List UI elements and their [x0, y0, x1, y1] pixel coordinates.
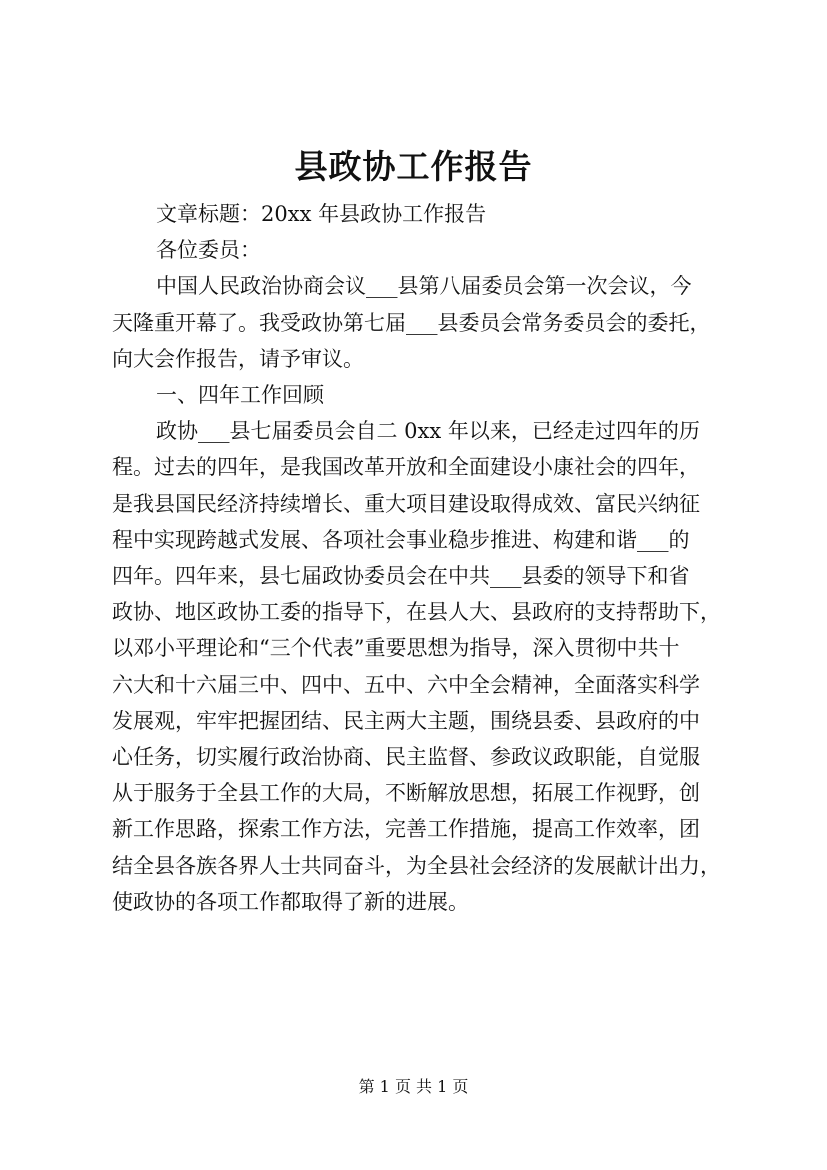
section-line: 从于服务于全县工作的大局，不断解放思想，拓展工作视野，创: [112, 781, 700, 806]
intro-line: 向大会作报告，请予审议。: [112, 346, 364, 371]
intro-line: 中国人民政治协商会议___县第八届委员会第一次会议，今: [156, 274, 692, 299]
section-line: 以邓小平理论和“三个代表”重要思想为指导，深入贯彻中共十: [112, 636, 680, 661]
section-line: 程中实现跨越式发展、各项社会事业稳步推进、构建和谐___的: [112, 527, 690, 552]
page-footer: 第 1 页 共 1 页: [358, 1077, 469, 1096]
section-paragraph: [112, 413, 740, 920]
section-line: 六大和十六届三中、四中、五中、六中全会精神，全面落实科学: [112, 672, 700, 697]
section-line: 四年。四年来，县七届政协委员会在中共___县委的领导下和省: [112, 564, 690, 589]
section-line: 程。过去的四年，是我国改革开放和全面建设小康社会的四年，: [112, 455, 700, 480]
section-line: 发展观，牢牢把握团结、民主两大主题，围绕县委、县政府的中: [112, 708, 700, 733]
section-line: 是我县国民经济持续增长、重大项目建设取得成效、富民兴纳征: [112, 491, 700, 516]
page-title: 县政协工作报告: [294, 147, 533, 186]
section-line: 心任务，切实履行政治协商、民主监督、参政议政职能，自觉服: [112, 745, 700, 770]
section-heading: 一、四年工作回顾: [156, 383, 324, 408]
article-title-line: 文章标题：20xx 年县政协工作报告: [156, 202, 487, 226]
section-line: 使政协的各项工作都取得了新的进展。: [112, 889, 469, 914]
intro-paragraph: [112, 268, 740, 377]
document-body: [112, 196, 740, 920]
section-line: 新工作思路，探索工作方法，完善工作措施，提高工作效率，团: [112, 817, 700, 842]
section-line: 政协、地区政协工委的指导下，在县人大、县政府的支持帮助下，: [112, 600, 721, 625]
section-line: 政协___县七届委员会自二 0xx 年以来，已经走过四年的历: [156, 419, 700, 444]
section-line: 结全县各族各界人士共同奋斗，为全县社会经济的发展献计出力，: [112, 853, 721, 878]
intro-line: 天隆重开幕了。我受政协第七届___县委员会常务委员会的委托，: [112, 310, 711, 335]
salutation: 各位委员：: [156, 238, 261, 263]
